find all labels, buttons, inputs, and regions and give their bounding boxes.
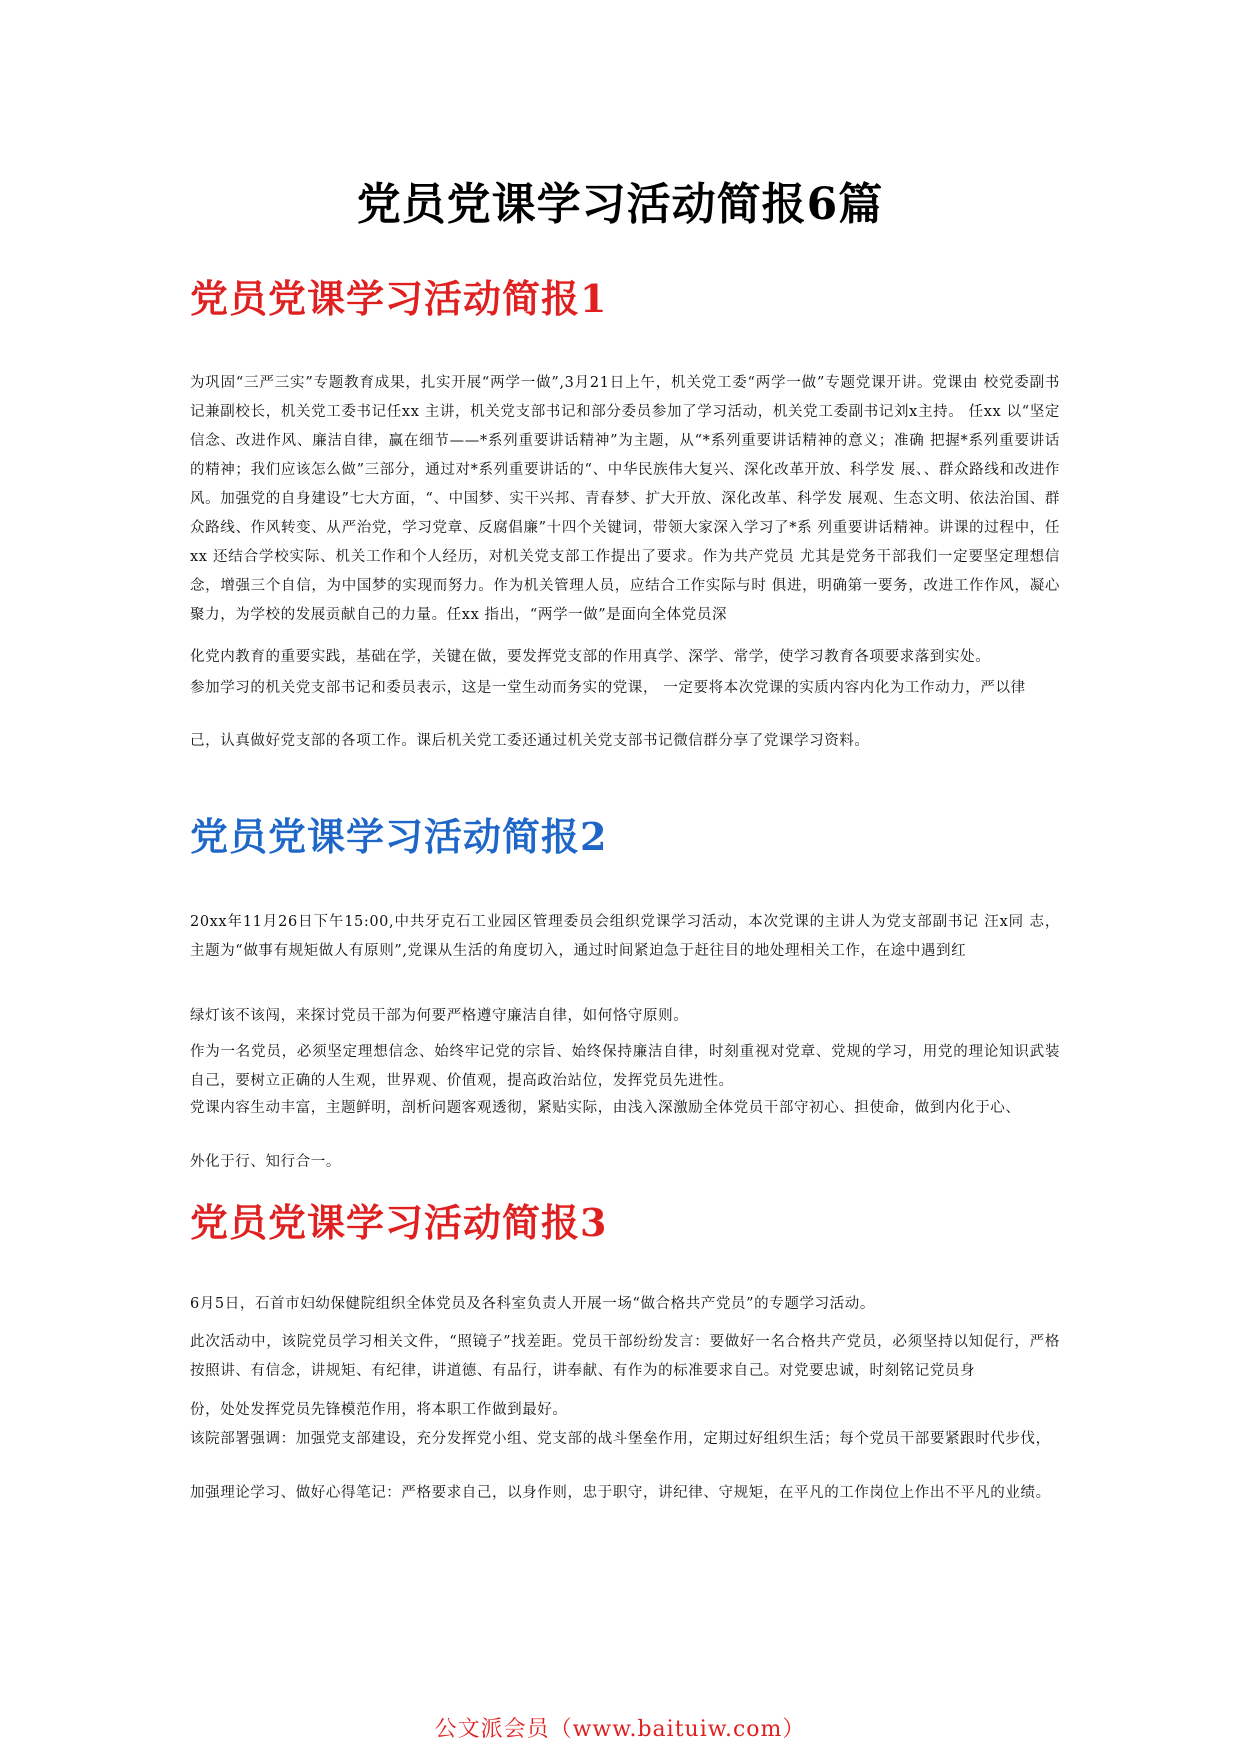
section-2-paragraph-3: 作为一名党员，必须坚定理想信念、始终牢记党的宗旨、始终保持廉洁自律，时刻重视对党章、党规的学习，用党的理论知识武装自己，要树立正确的人生观，世界观、价值观，提高政治站位，发挥党员先进性。 bbox=[190, 1044, 1060, 1089]
section-3-paragraph-5: 加强理论学习、做好心得笔记：严格要求自己，以身作则，忠于职守，讲纪律、守规矩，在平凡的工作岗位上作出不平凡的业绩。 bbox=[190, 1485, 1051, 1501]
section-2-paragraph-2: 绿灯该不该闯，来探讨党员干部为何要严格遵守廉洁自律，如何恪守原则。 bbox=[190, 1008, 689, 1024]
section-3-paragraph-3: 份，处处发挥党员先锋模范作用，将本职工作做到最好。 bbox=[190, 1402, 568, 1418]
section-1-paragraph-2: 化党内教育的重要实践，基础在学，关键在做，要发挥党支部的作用真学、深学、常学，使学习教育各项要求落到实处。 bbox=[190, 649, 991, 665]
section-2-heading: 党员党课学习活动简报2 bbox=[190, 814, 608, 859]
footer-watermark: 公文派会员（www.baituiw.com） bbox=[434, 1717, 806, 1742]
section-3-paragraph-2: 此次活动中，该院党员学习相关文件，“照镜子”找差距。党员干部纷纷发言：要做好一名合格共产党员，必须坚持以知促行，严格按照讲、有信念，讲规矩、有纪律，讲道德、有品行，讲奉献、有作为的标准要求自己。对党要忠诚，时刻铭记党员身 bbox=[190, 1334, 1060, 1379]
section-3-heading: 党员党课学习活动简报3 bbox=[190, 1200, 608, 1245]
section-1-heading: 党员党课学习活动简报1 bbox=[190, 276, 608, 321]
section-2-paragraph-4: 党课内容生动丰富，主题鲜明，剖析问题客观透彻，紧贴实际，由浅入深激励全体党员干部守初心、担使命，做到内化于心、 bbox=[190, 1100, 1021, 1116]
section-1-paragraph-1: 为巩固“三严三实”专题教育成果，扎实开展“两学一做”,3月21日上午，机关党工委“两学一做”专题党课开讲。党课由 校党委副书记兼副校长，机关党工委书记任xx 主讲，机关党支部书记和部分委员参加了学习活动，机关党工委副书记刘x主持。 任xx 以“坚定信念、改进作风、廉洁自律，赢在细节——*系列重要讲话精神”为主题，从“*系列重要讲话精神的意义；准确 把握*系列重要讲话的精神；我们应该怎么做”三部分，通过对*系列重要讲话的“、中华民族伟大复兴、深化改革开放、科学发 展、、群众路线和改进作风。加强党的自身建设”七大方面，“、中国梦、实干兴邦、青春梦、扩大开放、深化改革、科学发 展观、生态文明、依法治国、群众路线、作风转变、从严治党，学习党章、反腐倡廉”十四个关键词，带领大家深入学习了*系 列重要讲话精神。讲课的过程中，任xx 还结合学校实际、机关工作和个人经历，对机关党支部工作提出了要求。作为共产党员 尤其是党务干部我们一定要坚定理想信念，增强三个自信，为中国梦的实现而努力。作为机关管理人员，应结合工作实际与时 俱进，明确第一要务，改进工作作风，凝心聚力，为学校的发展贡献自己的力量。任xx 指出，“两学一做”是面向全体党员深 bbox=[190, 375, 1060, 623]
section-2-paragraph-1: 20xx年11月26日下午15:00,中共牙克石工业园区管理委员会组织党课学习活动，本次党课的主讲人为党支部副书记 汪x同 志，主题为“做事有规矩做人有原则”,党课从生活的角度切入，通过时间紧迫急于赶往目的地处理相关工作，在途中遇到红 bbox=[190, 914, 1060, 959]
document-title: 党员党课学习活动简报6篇 bbox=[356, 179, 884, 230]
section-3-paragraph-1: 6月5日，石首市妇幼保健院组织全体党员及各科室负责人开展一场“做合格共产党员”的专题学习活动。 bbox=[190, 1296, 875, 1312]
section-2-paragraph-5: 外化于行、知行合一。 bbox=[190, 1154, 341, 1170]
section-3-paragraph-4: 该院部署强调：加强党支部建设，充分发挥党小组、党支部的战斗堡垒作用，定期过好组织生活；每个党员干部要紧跟时代步伐， bbox=[190, 1431, 1051, 1447]
section-1-paragraph-3: 参加学习的机关党支部书记和委员表示，这是一堂生动而务实的党课， 一定要将本次党课的实质内容内化为工作动力，严以律 bbox=[190, 680, 1026, 696]
section-1-paragraph-4: 己，认真做好党支部的各项工作。课后机关党工委还通过机关党支部书记微信群分享了党课学习资料。 bbox=[190, 733, 870, 749]
